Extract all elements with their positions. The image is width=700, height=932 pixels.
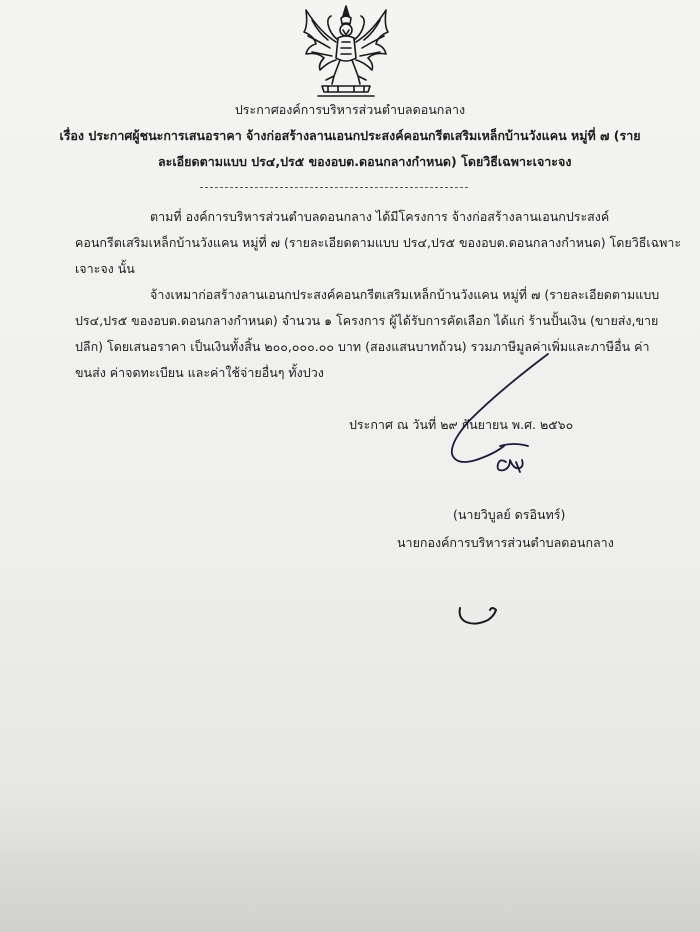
document-header: ประกาศองค์การบริหารส่วนตำบลดอนกลาง bbox=[234, 102, 466, 117]
paragraph-2-line-2: ปร๔,ปร๕ ของอบต.ดอนกลางกำหนด) จำนวน ๑ โครงการ ผู้ได้รับการคัดเลือก ได้แก่ ร้านปั้นเงิน (ขายส่ง,ขาย bbox=[75, 313, 659, 328]
subject-line-2: ละเอียดตามแบบ ปร๔,ปร๕ ของอบต.ดอนกลางกำหนด) โดยวิธีเฉพาะเจาะจง bbox=[158, 154, 572, 169]
handwritten-signature bbox=[430, 350, 570, 490]
divider-line bbox=[200, 187, 468, 188]
garuda-emblem bbox=[298, 2, 394, 100]
paragraph-2-line-1: จ้างเหมาก่อสร้างลานเอนกประสงค์คอนกรีตเสริมเหล็กบ้านวังแคน หมู่ที่ ๗ (รายละเอียดตามแบบ bbox=[150, 287, 660, 302]
paragraph-2-line-3: ปลีก) โดยเสนอราคา เป็นเงินทั้งสิ้น ๒๐๐,๐๐๐.๐๐ บาท (สองแสนบาทถ้วน) รวมภาษีมูลค่าเพิ่มและภาษีอื่น ค่า bbox=[75, 339, 650, 354]
paragraph-2-line-4: ขนส่ง ค่าจดทะเบียน และค่าใช้จ่ายอื่นๆ ทั้งปวง bbox=[75, 365, 324, 380]
signer-title: นายกองค์การบริหารส่วนตำบลดอนกลาง bbox=[397, 535, 614, 550]
paragraph-1-line-2: คอนกรีตเสริมเหล็กบ้านวังแคน หมู่ที่ ๗ (รายละเอียดตามแบบ ปร๔,ปร๕ ของอบต.ดอนกลางกำหนด) โดยวิธีเฉพาะ bbox=[75, 235, 682, 250]
subject-line-1: เรื่อง ประกาศผู้ชนะการเสนอราคา จ้างก่อสร้างลานเอนกประสงค์คอนกรีตเสริมเหล็กบ้านวังแคน หมู่ที่ ๗ (ราย bbox=[59, 128, 641, 143]
paragraph-1-line-1: ตามที่ องค์การบริหารส่วนตำบลดอนกลาง ได้มีโครงการ จ้างก่อสร้างลานเอนกประสงค์ bbox=[150, 209, 610, 224]
initials-mark bbox=[452, 600, 504, 630]
announcement-date: ประกาศ ณ วันที่ ๒๙ กันยายน พ.ศ. ๒๕๖๐ bbox=[349, 417, 574, 432]
signer-name: (นายวิบูลย์ ดรอินทร์) bbox=[453, 507, 566, 522]
paragraph-1-line-3: เจาะจง นั้น bbox=[75, 261, 135, 276]
